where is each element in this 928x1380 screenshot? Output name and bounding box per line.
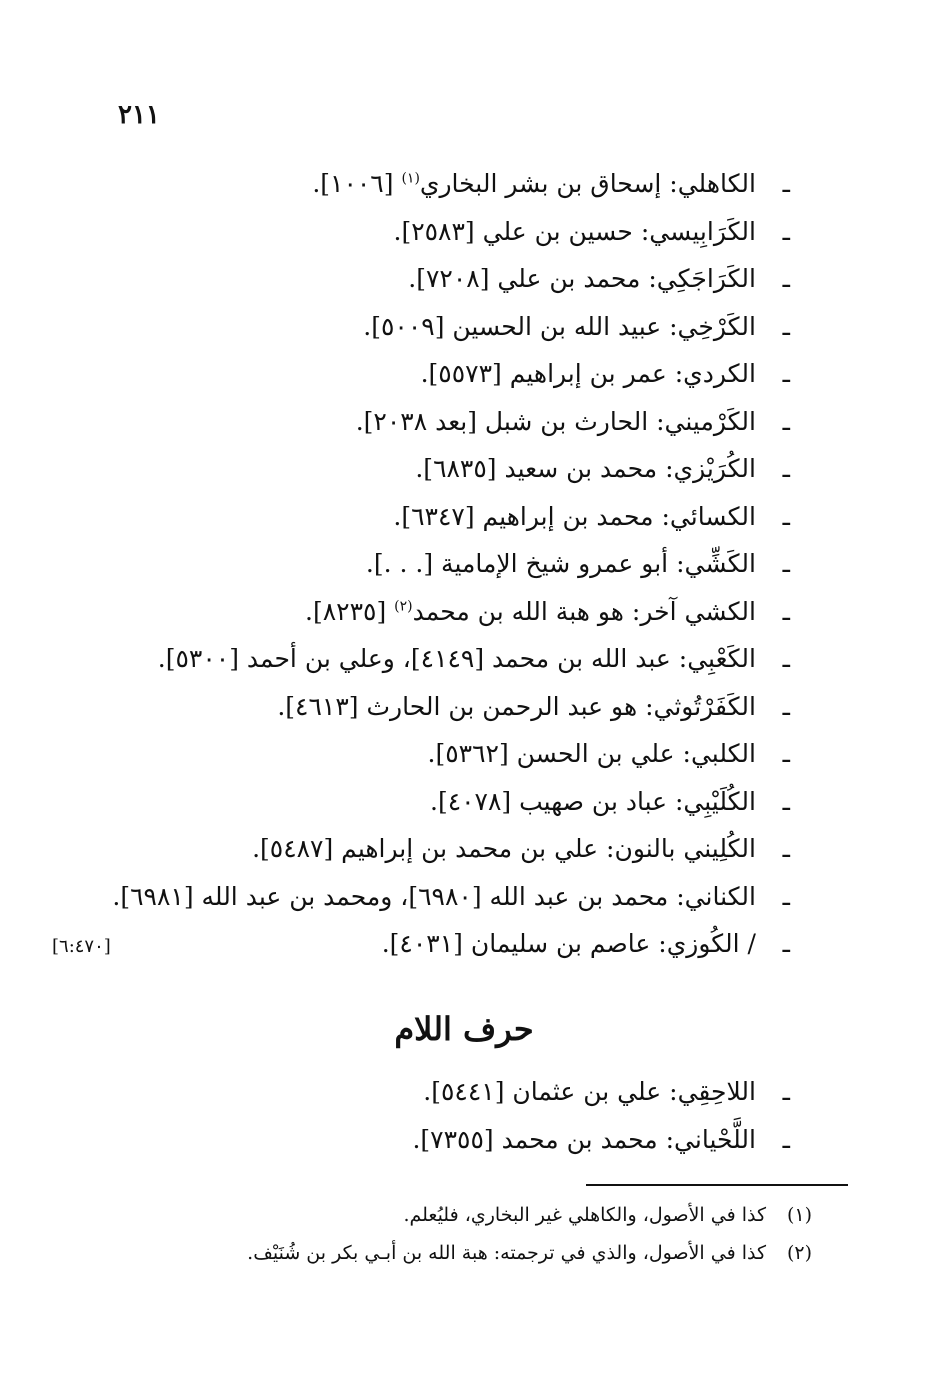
list-item	[112, 873, 790, 921]
list-item	[150, 1068, 790, 1116]
entry-text: الكُلِيني بالنون: علي بن محمد بن إبراهيم [٥٤٨٧].	[252, 834, 756, 863]
entry-ref: [١٠٠٦].	[312, 169, 402, 198]
entry-dash: ـ	[782, 1124, 790, 1154]
entry-dash: ـ	[782, 359, 790, 388]
entry-dash: ـ	[782, 739, 790, 768]
footnote-divider	[586, 1184, 848, 1186]
footnote-text: كذا في الأصول، والكاهلي غير البخاري، فليُعلم.	[403, 1204, 766, 1226]
entry-dash: ـ	[782, 311, 790, 341]
list-item	[150, 635, 790, 683]
entry-text: اللاحِقِي: علي بن عثمان [٥٤٤١].	[423, 1077, 756, 1106]
footnote-item	[112, 1234, 812, 1272]
entry-text: الكَفَرْتُوثي: هو عبد الرحمن بن الحارث [٤٦١٣].	[277, 691, 756, 721]
list-item	[150, 398, 790, 446]
entry-text: الكُلَيْبِي: عباد بن صهيب [٤٠٧٨].	[430, 786, 756, 816]
entry-dash: ـ	[782, 501, 790, 531]
list-item	[150, 920, 790, 968]
list-item	[150, 683, 790, 731]
entry-dash: ـ	[782, 881, 790, 911]
entry-text: الكُرَيْزي: محمد بن سعيد [٦٨٣٥].	[415, 454, 756, 483]
entry-dash: ـ	[782, 169, 790, 198]
list-item	[150, 540, 790, 588]
list-item	[150, 350, 790, 398]
entry-dash: ـ	[782, 216, 790, 246]
entry-text: / الكُوزي: عاصم بن سليمان [٤٠٣١].	[381, 929, 756, 958]
footnote-marker: (٢)	[394, 598, 413, 615]
entry-dash: ـ	[782, 786, 790, 816]
entry-dash: ـ	[782, 264, 790, 293]
entry-dash: ـ	[782, 454, 790, 483]
entry-ref: [٨٢٣٥].	[305, 596, 395, 626]
entry-text: الكاهلي: إسحاق بن بشر البخاري	[419, 169, 756, 198]
entry-dash: ـ	[782, 596, 790, 626]
list-item	[150, 160, 790, 208]
list-item	[150, 588, 790, 636]
entry-dash: ـ	[782, 691, 790, 721]
list-item	[150, 208, 790, 256]
list-item	[150, 303, 790, 351]
list-item	[150, 1116, 790, 1164]
entry-dash: ـ	[782, 1077, 790, 1106]
footnote-text: كذا في الأصول، والذي في ترجمته: هبة الله بن أبـي بكر بن شُنَيْف.	[247, 1242, 766, 1264]
list-item	[150, 825, 790, 873]
entry-text: الكَعْبِي: عبد الله بن محمد [٤١٤٩]، وعلي بن أحمد [٥٣٠٠].	[157, 644, 756, 673]
entry-dash: ـ	[782, 549, 790, 578]
list-item	[150, 255, 790, 303]
entry-dash: ـ	[782, 406, 790, 436]
entry-text: الكَرْخِي: عبيد الله بن الحسين [٥٠٠٩].	[363, 311, 756, 341]
margin-reference: [٦:٤٧٠]	[52, 936, 111, 957]
entry-dash: ـ	[782, 644, 790, 673]
entry-text: الكَشِّي: أبو عمرو شيخ الإمامية [. . .].	[365, 549, 756, 578]
entry-text: الكناني: محمد بن عبد الله [٦٩٨٠]، ومحمد بن عبد الله [٦٩٨١].	[112, 881, 756, 911]
list-item	[150, 730, 790, 778]
entry-dash: ـ	[782, 929, 790, 958]
list-item	[150, 445, 790, 493]
entries-list-lam	[150, 1068, 790, 1163]
entry-text: الكردي: عمر بن إبراهيم [٥٥٧٣].	[420, 359, 756, 388]
page-number: ٢١١	[118, 100, 160, 130]
entry-text: الكَرَابِيسي: حسين بن علي [٢٥٨٣].	[393, 216, 756, 246]
entry-text: الكشي آخر: هو هبة الله بن محمد	[412, 596, 756, 626]
entry-text: الكسائي: محمد بن إبراهيم [٦٣٤٧].	[393, 501, 756, 531]
entry-dash: ـ	[782, 834, 790, 863]
footnote-item	[112, 1196, 812, 1234]
section-heading: حرف اللام	[394, 1010, 534, 1048]
entries-list-kaf	[112, 160, 790, 968]
list-item	[150, 778, 790, 826]
entry-text: الكَرْميني: الحارث بن شبل [بعد ٢٠٣٨].	[355, 406, 756, 436]
entry-text: الكَرَاجَكِي: محمد بن علي [٧٢٠٨].	[408, 264, 756, 293]
footnote-marker: (١)	[401, 170, 420, 187]
footnote-number: (١)	[786, 1204, 812, 1226]
list-item	[150, 493, 790, 541]
entry-text: الكلبي: علي بن الحسن [٥٣٦٢].	[427, 739, 756, 768]
footnote-number: (٢)	[786, 1242, 812, 1264]
footnotes	[112, 1196, 812, 1272]
entry-text: اللَّحْياني: محمد بن محمد [٧٣٥٥].	[412, 1124, 756, 1154]
